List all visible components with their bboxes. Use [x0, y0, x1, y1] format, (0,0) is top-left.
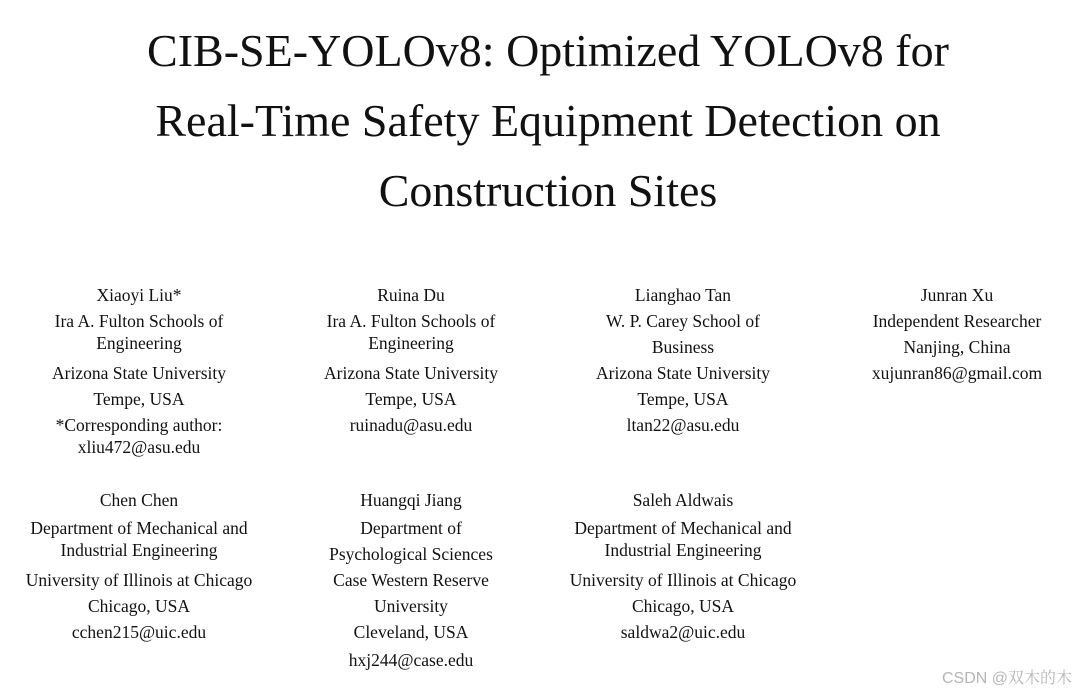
author-affiliation-line: Arizona State University	[52, 363, 226, 383]
author-affiliation-line: University of Illinois at Chicago	[569, 570, 797, 590]
author-email: saldwa2@uic.edu	[620, 622, 746, 642]
author-affiliation-line: Ira A. Fulton Schools of	[326, 311, 496, 331]
author-email: xujunran86@gmail.com	[871, 363, 1043, 383]
title-line: CIB-SE-YOLOv8: Optimized YOLOv8 for	[147, 25, 949, 76]
author-block	[324, 284, 498, 436]
author-affiliation-line: Ira A. Fulton Schools of	[54, 311, 224, 331]
author-block	[26, 489, 253, 643]
corresponding-note: *Corresponding author:	[55, 415, 223, 435]
author-affiliation-line: Psychological Sciences	[329, 544, 493, 564]
title-line: Construction Sites	[378, 165, 718, 216]
paper-title	[0, 16, 1080, 226]
author-affiliation-line: Case Western Reserve	[333, 570, 489, 590]
author-affiliation-line: Arizona State University	[324, 363, 498, 383]
author-name: Huangqi Jiang	[360, 490, 462, 510]
author-affiliation-line: Nanjing, China	[903, 337, 1011, 357]
author-affiliation-line: Department of Mechanical and	[574, 518, 792, 538]
author-affiliation-line: Industrial Engineering	[604, 540, 762, 560]
author-affiliation-line: Tempe, USA	[365, 389, 457, 409]
author-affiliation-line: University of Illinois at Chicago	[25, 570, 253, 590]
author-affiliation-line: Engineering	[96, 333, 182, 353]
author-block	[596, 284, 770, 436]
author-affiliation-line: Industrial Engineering	[60, 540, 218, 560]
author-email: ltan22@asu.edu	[626, 415, 740, 435]
author-block	[52, 284, 226, 458]
author-name: Saleh Aldwais	[632, 490, 734, 510]
author-affiliation-line: Business	[651, 337, 715, 357]
author-block	[570, 489, 797, 643]
author-affiliation-line: Chicago, USA	[631, 596, 735, 616]
author-name: Ruina Du	[377, 285, 445, 305]
author-affiliation-line: Arizona State University	[596, 363, 770, 383]
title-line: Real-Time Safety Equipment Detection on	[155, 95, 941, 146]
author-affiliation-line: W. P. Carey School of	[606, 311, 760, 331]
author-affiliation-line: Chicago, USA	[87, 596, 191, 616]
author-email: xliu472@asu.edu	[77, 437, 201, 457]
author-name: Lianghao Tan	[634, 285, 732, 305]
author-name: Xiaoyi Liu*	[96, 285, 182, 305]
author-email: ruinadu@asu.edu	[349, 415, 473, 435]
author-email: cchen215@uic.edu	[71, 622, 207, 642]
author-affiliation-line: University	[374, 596, 448, 616]
author-email: hxj244@case.edu	[348, 650, 474, 670]
author-name: Junran Xu	[920, 285, 994, 305]
author-block	[872, 284, 1042, 384]
author-block	[329, 489, 493, 671]
author-affiliation-line: Tempe, USA	[93, 389, 185, 409]
author-name: Chen Chen	[99, 490, 179, 510]
author-affiliation-line: Department of	[360, 518, 462, 538]
author-affiliation-line: Engineering	[368, 333, 454, 353]
author-affiliation-line: Tempe, USA	[637, 389, 729, 409]
watermark: CSDN @双木的木	[941, 670, 1072, 687]
author-affiliation-line: Department of Mechanical and	[30, 518, 248, 538]
author-affiliation-line: Independent Researcher	[872, 311, 1042, 331]
author-affiliation-line: Cleveland, USA	[353, 622, 469, 642]
